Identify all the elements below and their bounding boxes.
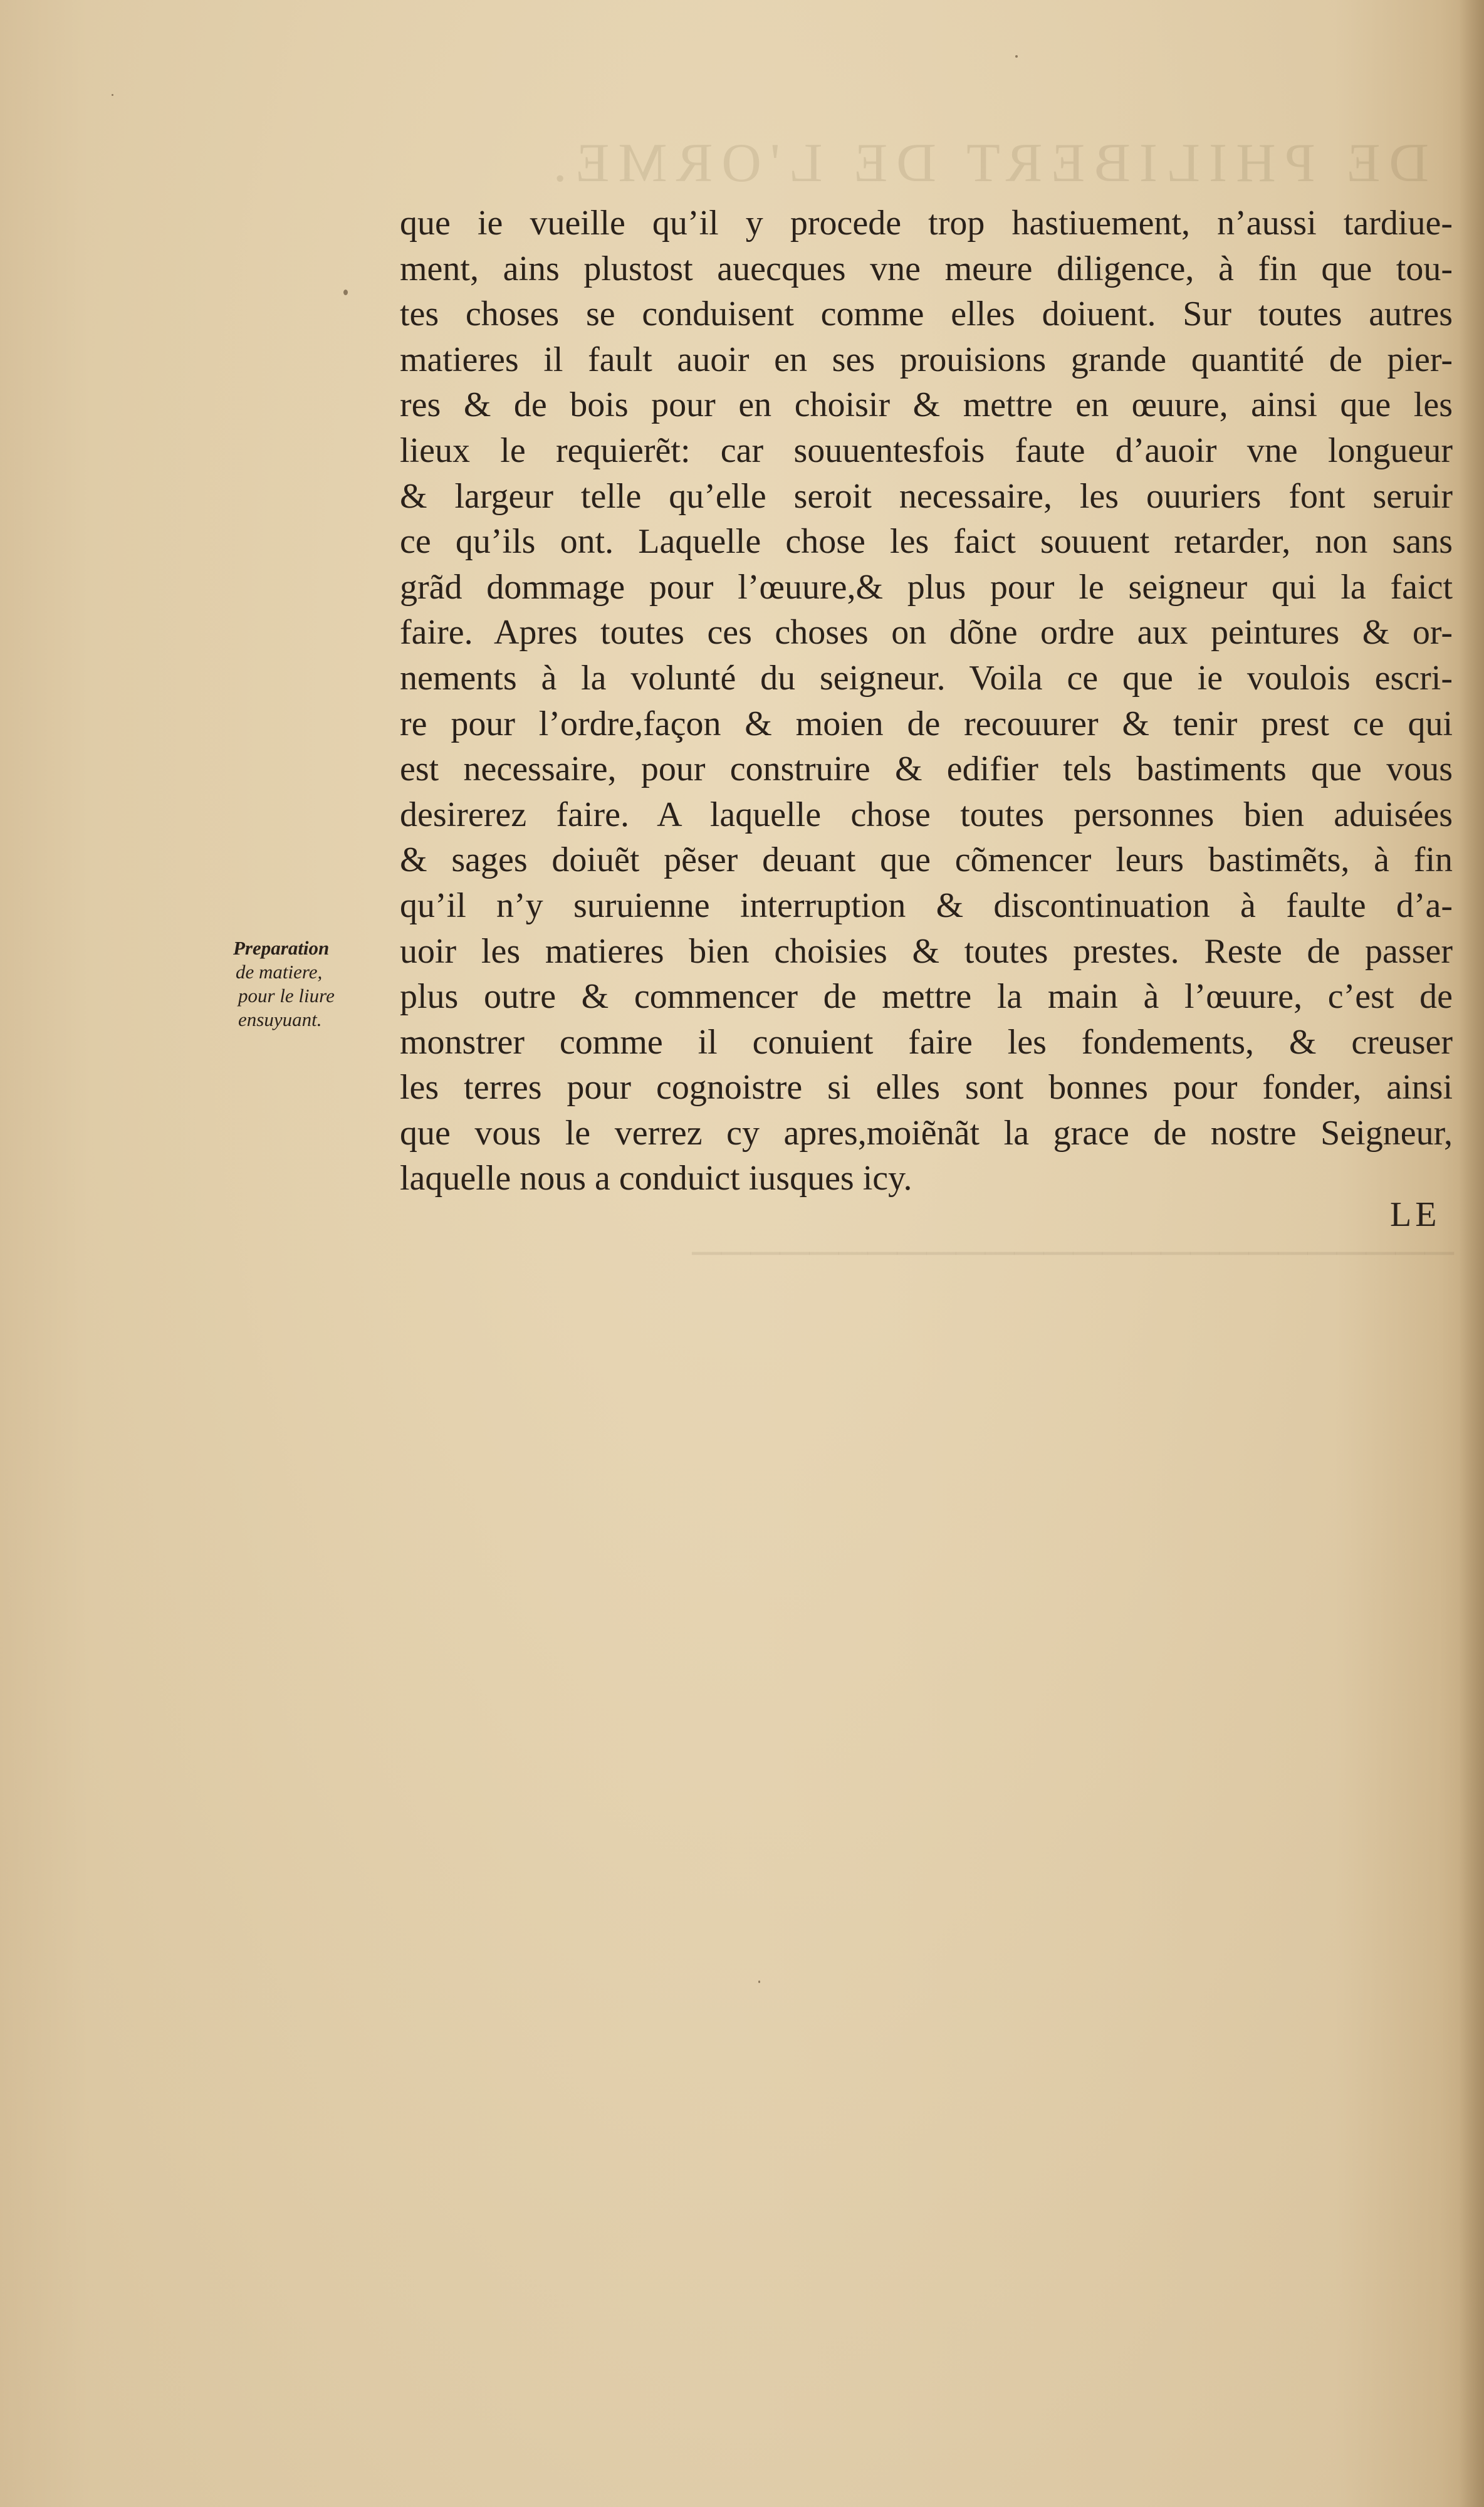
marginal-note-line: Preparation — [233, 937, 330, 959]
text-line: res & de bois pour en choisir & mettre en œuure, ainsi que les — [400, 385, 1453, 425]
text-line: est necessaire, pour construire & edifier tels bastiments que vous — [400, 750, 1453, 789]
text-line: desirerez faire. A laquelle chose toutes personnes bien aduisées — [400, 795, 1453, 834]
text-line: que vous le verrez cy apres,moiẽnãt la grace de nostre Seigneur, — [400, 1113, 1453, 1153]
text-line: uoir les matieres bien choisies & toutes prestes. Reste de passer — [400, 931, 1453, 971]
text-line: qu’il n’y suruienne interruption & discontinuation à faulte d’a- — [400, 886, 1453, 925]
text-line: tes choses se conduisent comme elles doiuent. Sur toutes autres — [400, 295, 1453, 334]
text-line: monstrer comme il conuient faire les fondements, & creuser — [400, 1022, 1453, 1062]
text-line: & largeur telle qu’elle seroit necessaire, les ouuriers font seruir — [400, 476, 1453, 516]
catchword: LE — [1390, 1195, 1441, 1234]
show-through-header: DE PHILIBERT DE L'ORME. — [544, 133, 1429, 194]
marginal-note-line: pour le liure — [238, 985, 335, 1007]
text-line: laquelle nous a conduict iusques icy. — [400, 1159, 912, 1198]
text-line: grãd dommage pour l’œuure,& plus pour le seigneur qui la faict — [400, 567, 1453, 607]
text-line: matieres il fault auoir en ses prouisions grande quantité de pier- — [400, 340, 1453, 379]
text-line: ment, ains plustost auecques vne meure diligence, à fin que tou- — [400, 249, 1453, 288]
text-line: ce qu’ils ont. Laquelle chose les faict souuent retarder, non sans — [400, 522, 1453, 562]
marginal-note — [233, 936, 384, 1032]
paper-speck — [343, 290, 348, 295]
paper-speck — [112, 94, 113, 96]
text-line: & sages doiuẽt pẽser deuant que cõmencer leurs bastimẽts, à fin — [400, 840, 1453, 880]
text-line: lieux le requierẽt: car souuentesfois faute d’auoir vne longueur — [400, 431, 1453, 470]
show-through-text: ────────────────────────── — [692, 1230, 1454, 1275]
text-line: re pour l’ordre,façon & moien de recouurer & tenir prest ce qui — [400, 704, 1453, 743]
text-line: les terres pour cognoistre si elles sont bonnes pour fonder, ainsi — [400, 1068, 1453, 1107]
paper-speck — [1015, 55, 1018, 58]
body-text — [400, 201, 1453, 1201]
text-line: nements à la volunté du seigneur. Voila ce que ie voulois escri- — [400, 658, 1453, 698]
marginal-note-line: de matiere, — [236, 961, 323, 983]
paper-speck — [758, 1981, 760, 1983]
text-line: que ie vueille qu’il y procede trop hastiuement, n’aussi tardiue- — [400, 204, 1453, 243]
marginal-note-line: ensuyuant. — [238, 1008, 322, 1030]
text-line: plus outre & commencer de mettre la main à l’œuure, c’est de — [400, 977, 1453, 1017]
page-edge-shadow — [1459, 0, 1484, 2507]
text-line: faire. Apres toutes ces choses on dõne ordre aux peintures & or- — [400, 613, 1453, 652]
